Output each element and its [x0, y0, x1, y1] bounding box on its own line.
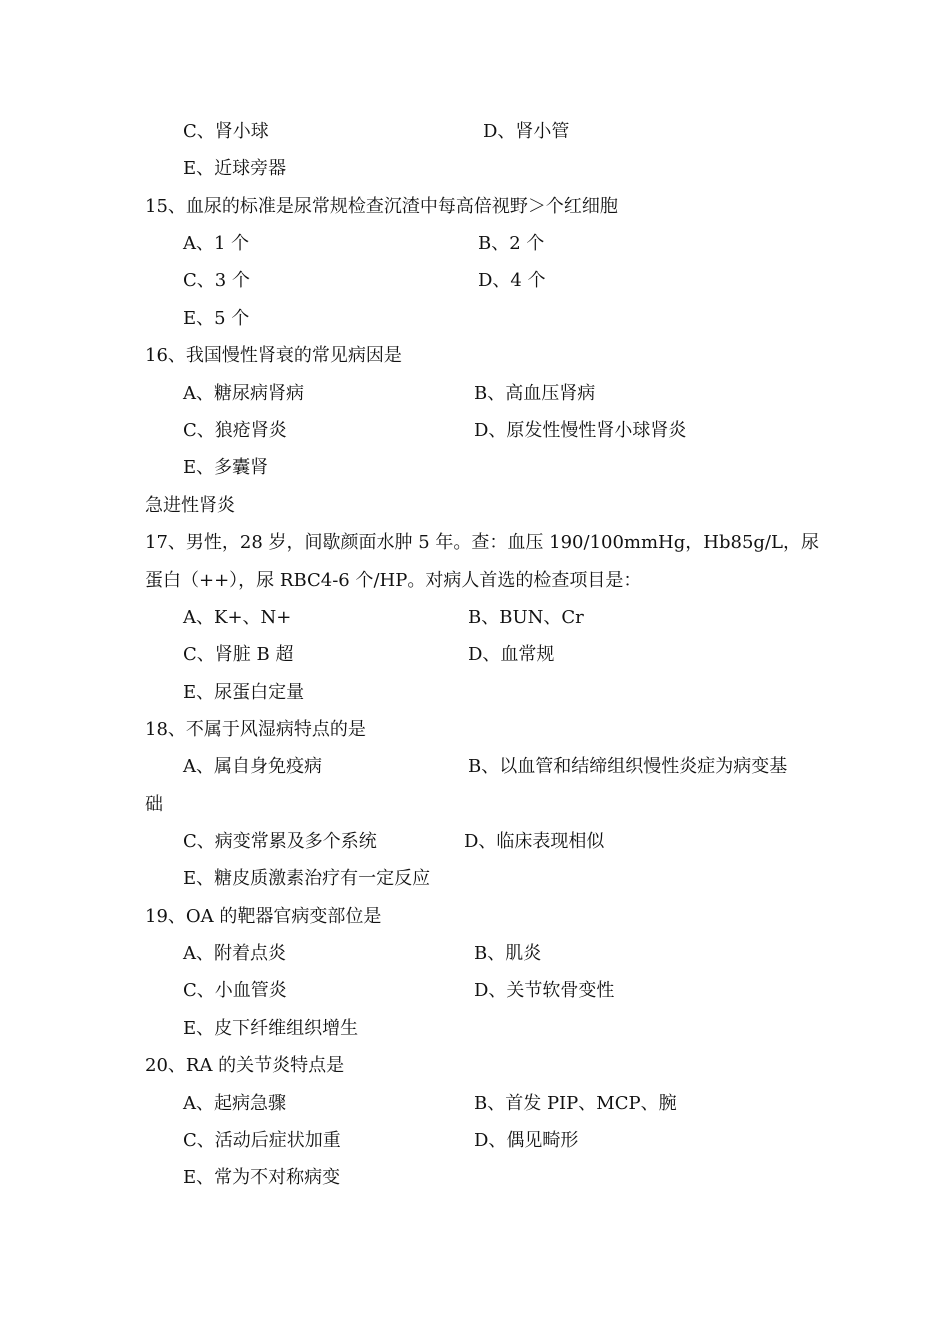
option-d: D、4 个 [478, 270, 546, 291]
option-e: E、常为不对称病变 [183, 1167, 341, 1188]
question-15: 15、血尿的标准是尿常规检查沉渣中每高倍视野＞个红细胞 [145, 196, 618, 217]
option-b-cont: 础 [145, 794, 163, 815]
option-a: A、K+、N+ [183, 607, 292, 628]
option-e: E、5 个 [183, 308, 250, 329]
question-17: 17、男性，28 岁，间歇颜面水肿 5 年。查：血压 190/100mmHg，Hb85g/L，尿 [145, 532, 819, 553]
option-d: D、偶见畸形 [474, 1130, 579, 1151]
option-b: B、首发 PIP、MCP、腕 [474, 1093, 677, 1114]
question-18: 18、不属于风湿病特点的是 [145, 719, 366, 740]
option-e: E、多囊肾 [183, 457, 269, 478]
question-16: 16、我国慢性肾衰的常见病因是 [145, 345, 402, 366]
option-d: D、血常规 [468, 644, 555, 665]
option-a: A、糖尿病肾病 [183, 383, 304, 404]
option-b: B、以血管和结缔组织慢性炎症为病变基 [468, 756, 788, 777]
question-19: 19、OA 的靶器官病变部位是 [145, 906, 382, 927]
option-a: A、起病急骤 [183, 1093, 286, 1114]
option-b: B、BUN、Cr [468, 607, 584, 628]
option-b: B、2 个 [478, 233, 545, 254]
option-e: E、尿蛋白定量 [183, 682, 305, 703]
option-line [183, 121, 269, 143]
question-17-cont: 蛋白（++），尿 RBC4-6 个/HP。对病人首选的检查项目是： [145, 570, 642, 591]
option-c: C、肾小球 [183, 121, 269, 142]
question-20: 20、RA 的关节炎特点是 [145, 1055, 345, 1076]
option-a: A、属自身免疫病 [183, 756, 322, 777]
option-a: A、1 个 [183, 233, 250, 254]
option-e: E、近球旁器 [183, 158, 287, 179]
option-c: C、狼疮肾炎 [183, 420, 287, 441]
option-c: C、小血管炎 [183, 980, 287, 1001]
option-d: D、原发性慢性肾小球肾炎 [474, 420, 687, 441]
section-heading: 急进性肾炎 [145, 495, 235, 516]
option-c: C、病变常累及多个系统 [183, 831, 377, 852]
option-d: D、肾小管 [483, 121, 570, 142]
option-c: C、活动后症状加重 [183, 1130, 341, 1151]
option-e: E、皮下纤维组织增生 [183, 1018, 359, 1039]
option-a: A、附着点炎 [183, 943, 286, 964]
option-c: C、3 个 [183, 270, 250, 291]
option-d: D、临床表现相似 [464, 831, 605, 852]
option-d: D、关节软骨变性 [474, 980, 615, 1001]
option-e: E、糖皮质激素治疗有一定反应 [183, 868, 431, 889]
option-b: B、高血压肾病 [474, 383, 596, 404]
option-b: B、肌炎 [474, 943, 542, 964]
option-c: C、肾脏 B 超 [183, 644, 294, 665]
